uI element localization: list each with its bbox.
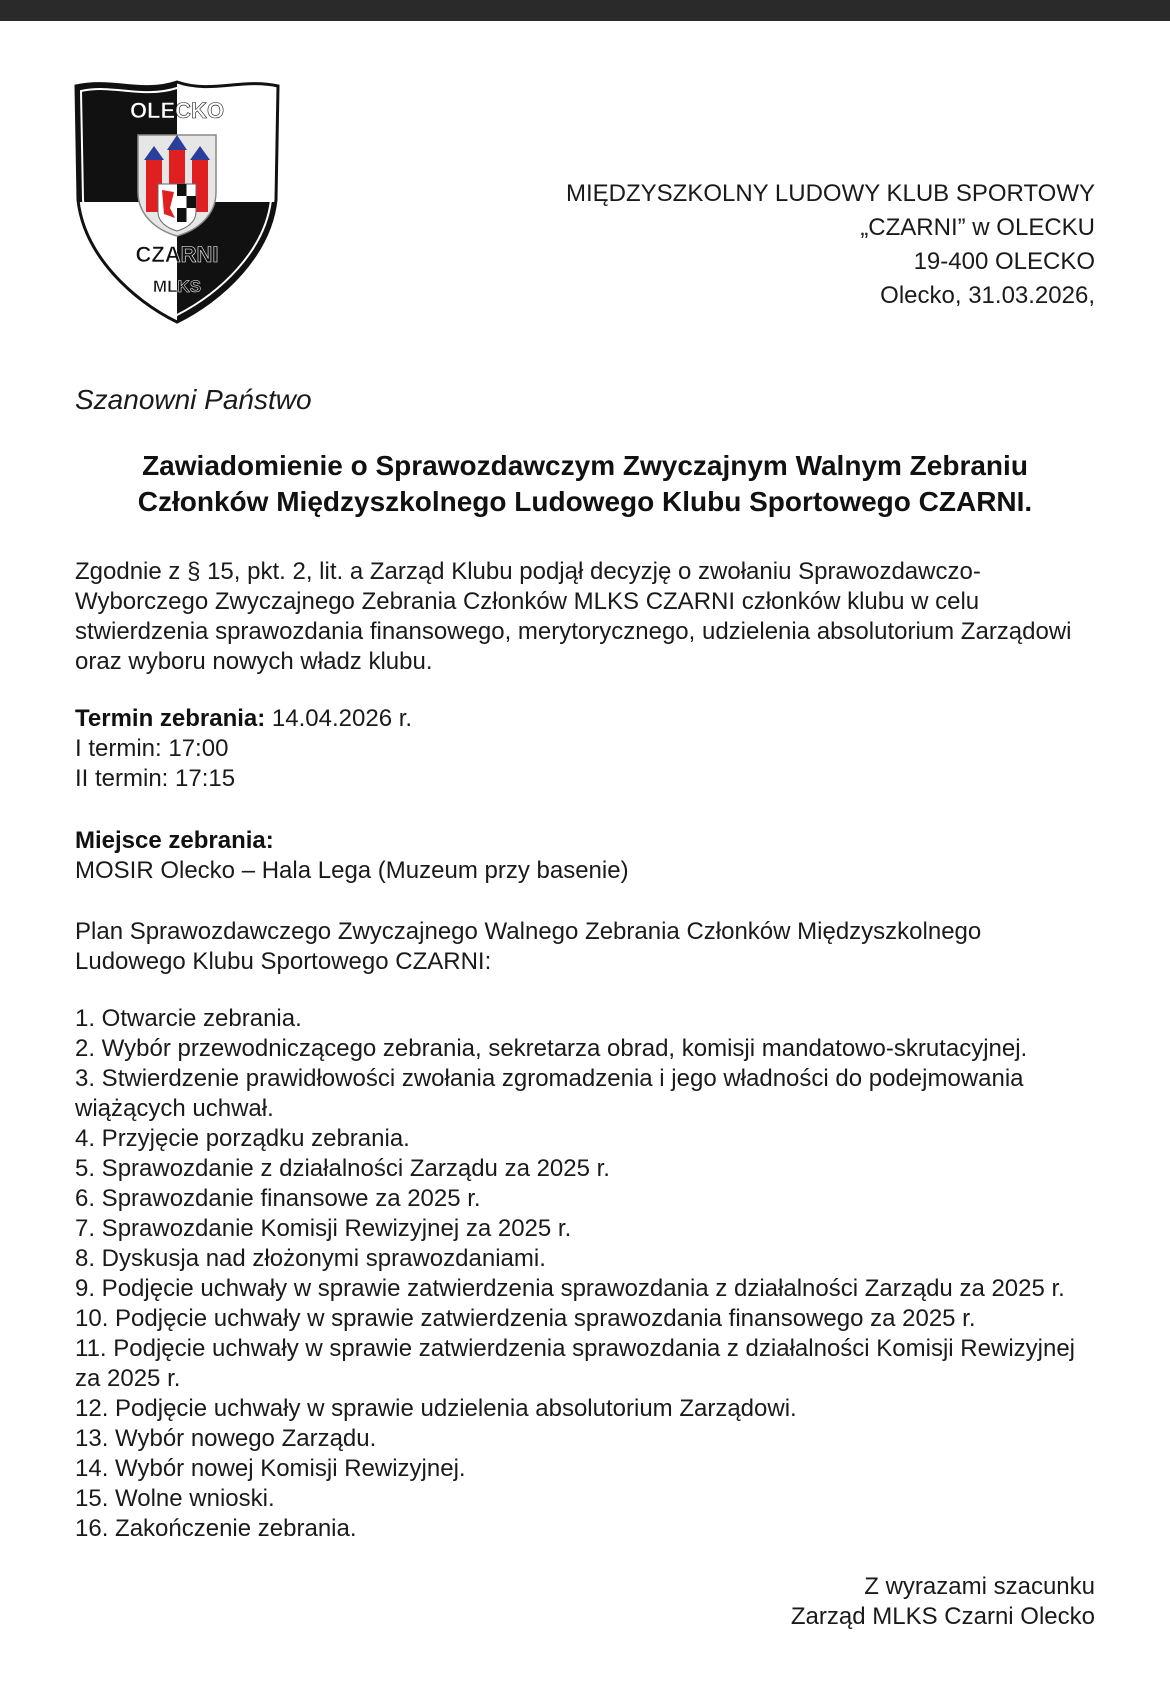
paragraph-line: Ludowego Klubu Sportowego CZARNI: bbox=[75, 948, 492, 975]
agenda-item: 8. Dyskusja nad złożonymi sprawozdaniami. bbox=[75, 1245, 546, 1272]
regards-line: Z wyrazami szacunku bbox=[864, 1573, 1095, 1600]
title-line: Członków Międzyszkolnego Ludowego Klubu Sportowego CZARNI. bbox=[137, 486, 1033, 517]
agenda-item: 13. Wybór nowego Zarządu. bbox=[75, 1425, 377, 1452]
agenda-item: 3. Stwierdzenie prawidłowości zwołania zgromadzenia i jego władności do podejmowania bbox=[75, 1065, 1024, 1092]
date-line: Olecko, 31.03.2026, bbox=[880, 282, 1095, 309]
meeting-place-section bbox=[75, 826, 1105, 886]
agenda-item: 4. Przyjęcie porządku zebrania. bbox=[75, 1125, 410, 1152]
agenda-item-continuation: wiążących uchwał. bbox=[75, 1095, 274, 1122]
address-line: „CZARNI” w OLECKU bbox=[860, 214, 1095, 241]
agenda-item: 1. Otwarcie zebrania. bbox=[75, 1005, 302, 1032]
agenda-item: 7. Sprawozdanie Komisji Rewizyjnej za 2025 r. bbox=[75, 1215, 572, 1242]
plan-intro bbox=[75, 917, 1105, 977]
second-term: II termin: 17:15 bbox=[75, 765, 236, 792]
meeting-place-value: MOSIR Olecko – Hala Lega (Muzeum przy basenie) bbox=[75, 857, 629, 884]
agenda-item-continuation: za 2025 r. bbox=[75, 1365, 181, 1392]
top-bar bbox=[0, 0, 1170, 21]
agenda-list bbox=[75, 1004, 1105, 1544]
paragraph-line: Plan Sprawozdawczego Zwyczajnego Walnego Zebrania Członków Międzyszkolnego bbox=[75, 918, 982, 945]
meeting-date-section bbox=[75, 704, 1105, 794]
address-line: MIĘDZYSZKOLNY LUDOWY KLUB SPORTOWY bbox=[565, 180, 1095, 207]
paragraph-line: Wyborczego Zwyczajnego Zebrania Członków MLKS CZARNI członków klubu w celu bbox=[75, 588, 980, 615]
meeting-place-label-line bbox=[75, 826, 1105, 856]
agenda-item: 12. Podjęcie uchwały w sprawie udzielenia absolutorium Zarządowi. bbox=[75, 1395, 797, 1422]
meeting-date bbox=[75, 704, 1105, 734]
agenda-item: 11. Podjęcie uchwały w sprawie zatwierdzenia sprawozdania z działalności Komisji Rewizyjnej bbox=[75, 1335, 1076, 1362]
signature-line: Zarząd MLKS Czarni Olecko bbox=[790, 1603, 1095, 1630]
greeting: Szanowni Państwo bbox=[75, 384, 312, 415]
first-term: I termin: 17:00 bbox=[75, 735, 229, 762]
title-line: Zawiadomienie o Sprawozdawczym Zwyczajnym Walnym Zebraniu bbox=[142, 450, 1028, 481]
document-title bbox=[75, 448, 1095, 520]
agenda-item: 9. Podjęcie uchwały w sprawie zatwierdzenia sprawozdania z działalności Zarządu za 2025 r. bbox=[75, 1275, 1065, 1302]
agenda-item: 16. Zakończenie zebrania. bbox=[75, 1515, 357, 1542]
paragraph-line: oraz wyboru nowych władz klubu. bbox=[75, 648, 433, 675]
agenda-item: 15. Wolne wnioski. bbox=[75, 1485, 275, 1512]
agenda-item: 14. Wybór nowej Komisji Rewizyjnej. bbox=[75, 1455, 466, 1482]
meeting-date-value: 14.04.2026 r. bbox=[265, 705, 413, 732]
meeting-date-label: Termin zebrania: bbox=[75, 705, 266, 732]
logo-bottom-text: MLKS bbox=[152, 277, 202, 296]
agenda-item: 6. Sprawozdanie finansowe za 2025 r. bbox=[75, 1185, 481, 1212]
club-address bbox=[566, 177, 1095, 313]
club-crest-logo bbox=[72, 80, 282, 324]
agenda-item: 2. Wybór przewodniczącego zebrania, sekretarza obrad, komisji mandatowo-skrutacyjnej. bbox=[75, 1035, 1028, 1062]
agenda-item: 5. Sprawozdanie z działalności Zarządu za 2025 r. bbox=[75, 1155, 610, 1182]
paragraph-line: Zgodnie z § 15, pkt. 2, lit. a Zarząd Klubu podjął decyzję o zwołaniu Sprawozdawczo- bbox=[75, 558, 981, 585]
intro-paragraph bbox=[75, 557, 1105, 677]
shield-icon bbox=[72, 80, 282, 324]
address-line: 19-400 OLECKO bbox=[913, 248, 1095, 275]
paragraph-line: stwierdzenia sprawozdania finansowego, merytorycznego, udzielenia absolutorium Zarządowi bbox=[75, 618, 1072, 645]
logo-top-text: OLECKO bbox=[129, 98, 225, 123]
agenda-item: 10. Podjęcie uchwały w sprawie zatwierdzenia sprawozdania finansowego za 2025 r. bbox=[75, 1305, 976, 1332]
logo-middle-text: CZARNI bbox=[135, 242, 219, 267]
closing-signature bbox=[791, 1572, 1095, 1632]
meeting-place-label: Miejsce zebrania: bbox=[75, 827, 274, 854]
